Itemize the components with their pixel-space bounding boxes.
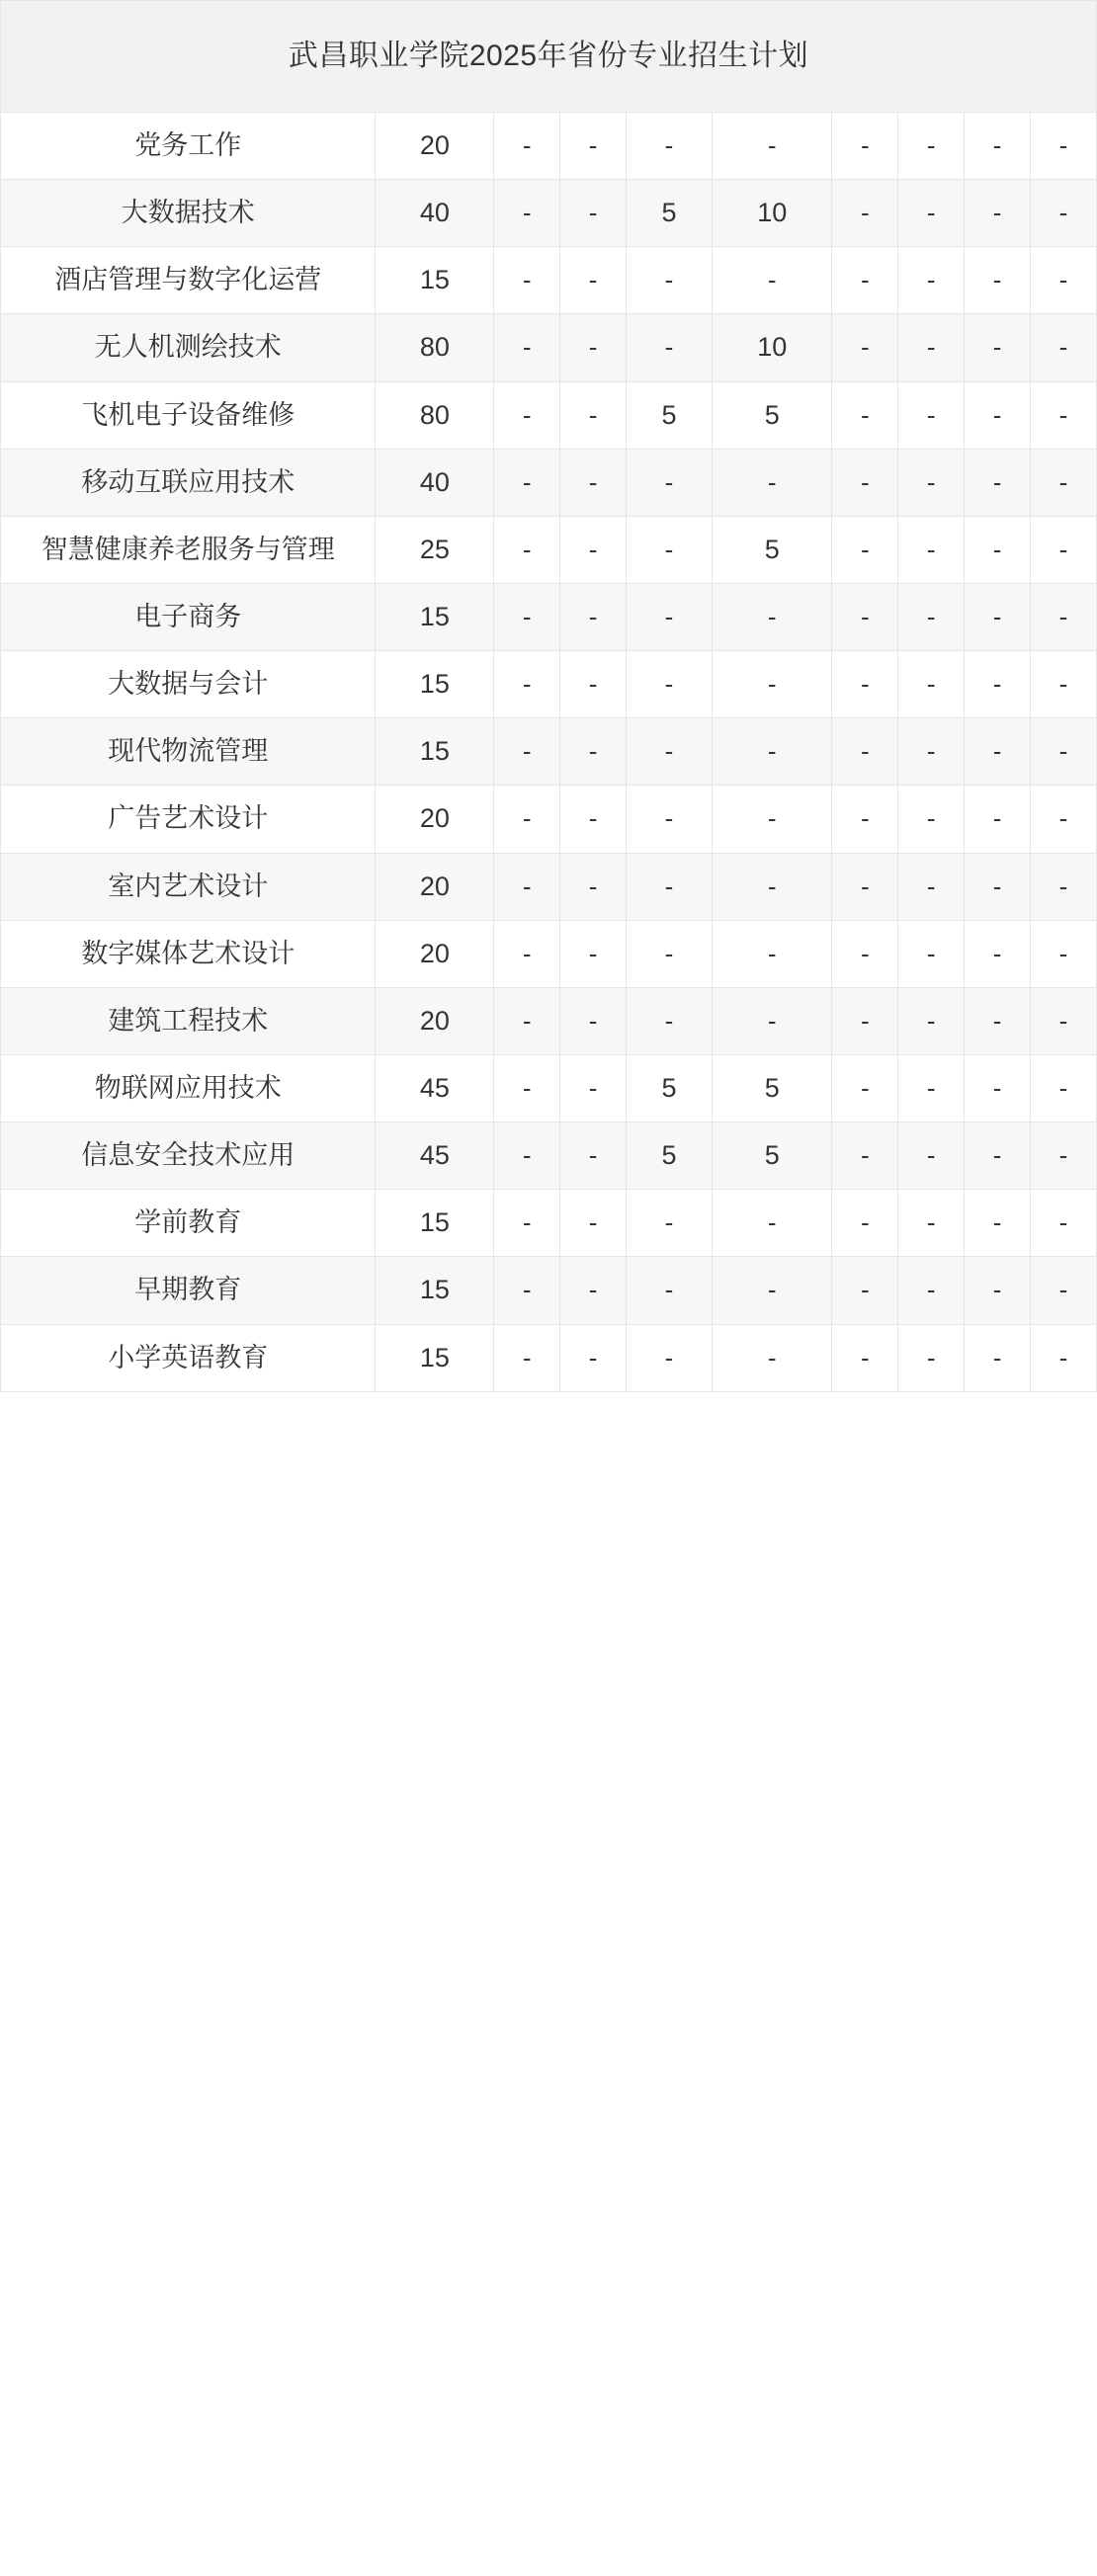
major-name-cell: 学前教育 [1,1190,376,1257]
province-plan-cell: - [626,516,712,583]
province-plan-cell: - [898,247,965,314]
province-plan-cell: 5 [626,1122,712,1190]
major-name-cell: 大数据技术 [1,180,376,247]
province-plan-cell: - [898,180,965,247]
province-plan-cell: - [560,853,627,920]
province-plan-cell: - [560,516,627,583]
province-plan-cell: - [494,987,560,1054]
province-plan-cell: - [1030,180,1096,247]
major-name-cell: 电子商务 [1,583,376,650]
province-plan-cell: - [832,920,898,987]
province-plan-cell: - [560,651,627,718]
province-plan-cell: - [494,1324,560,1391]
province-plan-cell: - [494,583,560,650]
province-plan-cell: - [898,583,965,650]
total-plan-cell: 20 [376,853,494,920]
province-plan-cell: - [832,1122,898,1190]
province-plan-cell: 5 [626,180,712,247]
province-plan-cell: - [626,987,712,1054]
province-plan-cell: - [965,651,1031,718]
province-plan-cell: - [965,1054,1031,1122]
table-body [1,113,1097,1392]
province-plan-cell: - [898,718,965,786]
province-plan-cell: - [713,1324,832,1391]
province-plan-cell: - [713,718,832,786]
province-plan-cell: - [832,651,898,718]
table-title-row [1,1,1097,113]
province-plan-cell: - [626,853,712,920]
province-plan-cell: - [494,1190,560,1257]
province-plan-cell: - [560,1054,627,1122]
province-plan-cell: - [494,1054,560,1122]
major-name-cell: 移动互联应用技术 [1,449,376,516]
province-plan-cell: - [626,786,712,853]
province-plan-cell: - [832,516,898,583]
table-row [1,651,1097,718]
province-plan-cell: - [1030,516,1096,583]
table-row [1,1257,1097,1324]
total-plan-cell: 15 [376,1324,494,1391]
province-plan-cell: - [626,920,712,987]
table-row [1,786,1097,853]
table-row [1,718,1097,786]
province-plan-cell: - [965,516,1031,583]
province-plan-cell: - [560,449,627,516]
total-plan-cell: 25 [376,516,494,583]
province-plan-cell: - [898,1054,965,1122]
province-plan-cell: - [626,718,712,786]
province-plan-cell: - [560,381,627,449]
province-plan-cell: - [626,113,712,180]
total-plan-cell: 80 [376,381,494,449]
province-plan-cell: - [898,449,965,516]
province-plan-cell: - [713,987,832,1054]
province-plan-cell: - [494,718,560,786]
major-name-cell: 小学英语教育 [1,1324,376,1391]
province-plan-cell: - [494,651,560,718]
province-plan-cell: - [1030,920,1096,987]
table-row [1,1324,1097,1391]
province-plan-cell: - [898,987,965,1054]
table-row [1,449,1097,516]
province-plan-cell: - [1030,314,1096,381]
province-plan-cell: - [626,583,712,650]
table-row [1,1054,1097,1122]
province-plan-cell: - [832,381,898,449]
province-plan-cell: - [560,583,627,650]
total-plan-cell: 40 [376,449,494,516]
province-plan-cell: - [965,1190,1031,1257]
province-plan-cell: - [494,113,560,180]
province-plan-cell: - [1030,583,1096,650]
province-plan-cell: - [1030,449,1096,516]
table-row [1,113,1097,180]
total-plan-cell: 15 [376,1190,494,1257]
province-plan-cell: - [713,113,832,180]
province-plan-cell: - [898,1257,965,1324]
province-plan-cell: - [494,180,560,247]
province-plan-cell: - [560,113,627,180]
table-row [1,1122,1097,1190]
province-plan-cell: - [626,314,712,381]
province-plan-cell: - [1030,381,1096,449]
province-plan-cell: - [898,786,965,853]
major-name-cell: 建筑工程技术 [1,987,376,1054]
major-name-cell: 无人机测绘技术 [1,314,376,381]
province-plan-cell: 5 [626,381,712,449]
province-plan-cell: 5 [713,516,832,583]
major-name-cell: 现代物流管理 [1,718,376,786]
total-plan-cell: 20 [376,113,494,180]
total-plan-cell: 15 [376,1257,494,1324]
province-plan-cell: - [898,113,965,180]
province-plan-cell: - [898,381,965,449]
province-plan-cell: - [965,381,1031,449]
province-plan-cell: - [1030,247,1096,314]
table-row [1,516,1097,583]
province-plan-cell: 5 [626,1054,712,1122]
province-plan-cell: - [832,583,898,650]
province-plan-cell: - [898,651,965,718]
province-plan-cell: - [898,314,965,381]
province-plan-cell: 5 [713,1054,832,1122]
province-plan-cell: - [713,1190,832,1257]
total-plan-cell: 40 [376,180,494,247]
province-plan-cell: - [1030,987,1096,1054]
province-plan-cell: - [713,920,832,987]
province-plan-cell: - [832,247,898,314]
province-plan-cell: - [898,853,965,920]
major-name-cell: 物联网应用技术 [1,1054,376,1122]
province-plan-cell: - [560,718,627,786]
province-plan-cell: - [832,1054,898,1122]
province-plan-cell: - [1030,113,1096,180]
province-plan-cell: - [965,853,1031,920]
total-plan-cell: 20 [376,920,494,987]
province-plan-cell: - [713,247,832,314]
province-plan-cell: - [898,516,965,583]
province-plan-cell: - [1030,786,1096,853]
province-plan-cell: - [898,1190,965,1257]
province-plan-cell: - [494,449,560,516]
province-plan-cell: - [832,786,898,853]
province-plan-cell: - [626,1324,712,1391]
province-plan-cell: 10 [713,180,832,247]
province-plan-cell: - [832,718,898,786]
major-name-cell: 智慧健康养老服务与管理 [1,516,376,583]
province-plan-cell: - [713,449,832,516]
total-plan-cell: 20 [376,786,494,853]
total-plan-cell: 80 [376,314,494,381]
province-plan-cell: - [560,1190,627,1257]
province-plan-cell: - [494,1257,560,1324]
province-plan-cell: - [560,314,627,381]
province-plan-cell: - [560,247,627,314]
major-name-cell: 广告艺术设计 [1,786,376,853]
province-plan-cell: - [965,786,1031,853]
province-plan-cell: - [560,987,627,1054]
table-row [1,583,1097,650]
province-plan-cell: - [965,1122,1031,1190]
province-plan-cell: - [898,1324,965,1391]
table-row [1,381,1097,449]
table-row [1,920,1097,987]
total-plan-cell: 15 [376,583,494,650]
province-plan-cell: - [832,853,898,920]
province-plan-cell: - [494,853,560,920]
province-plan-cell: - [965,718,1031,786]
province-plan-cell: - [965,449,1031,516]
province-plan-cell: - [832,1190,898,1257]
province-plan-cell: - [1030,1122,1096,1190]
province-plan-cell: - [713,651,832,718]
major-name-cell: 数字媒体艺术设计 [1,920,376,987]
province-plan-cell: - [965,180,1031,247]
province-plan-cell: - [1030,1257,1096,1324]
province-plan-cell: - [494,786,560,853]
table-row [1,1190,1097,1257]
province-plan-cell: - [832,449,898,516]
province-plan-cell: - [626,449,712,516]
province-plan-cell: - [713,853,832,920]
total-plan-cell: 20 [376,987,494,1054]
province-plan-cell: 5 [713,381,832,449]
total-plan-cell: 15 [376,651,494,718]
province-plan-cell: - [832,987,898,1054]
major-name-cell: 党务工作 [1,113,376,180]
province-plan-cell: - [832,180,898,247]
province-plan-cell: - [560,920,627,987]
province-plan-cell: - [713,1257,832,1324]
province-plan-cell: - [1030,853,1096,920]
province-plan-cell: - [713,583,832,650]
province-plan-cell: - [898,1122,965,1190]
total-plan-cell: 45 [376,1122,494,1190]
province-plan-cell: - [560,786,627,853]
table-row [1,247,1097,314]
province-plan-cell: - [965,314,1031,381]
major-name-cell: 大数据与会计 [1,651,376,718]
province-plan-cell: - [626,247,712,314]
province-plan-cell: - [1030,651,1096,718]
page-title: 武昌职业学院2025年省份专业招生计划 [1,1,1097,113]
total-plan-cell: 15 [376,718,494,786]
province-plan-cell: - [560,1324,627,1391]
province-plan-cell: - [494,381,560,449]
province-plan-cell: - [560,1122,627,1190]
major-name-cell: 酒店管理与数字化运营 [1,247,376,314]
province-plan-cell: - [560,180,627,247]
province-plan-cell: - [494,516,560,583]
province-plan-cell: - [626,1257,712,1324]
major-name-cell: 飞机电子设备维修 [1,381,376,449]
table-row [1,987,1097,1054]
province-plan-cell: 10 [713,314,832,381]
province-plan-cell: - [560,1257,627,1324]
province-plan-cell: - [965,920,1031,987]
province-plan-cell: - [494,920,560,987]
table-row [1,314,1097,381]
province-plan-cell: - [832,113,898,180]
province-plan-cell: - [1030,718,1096,786]
province-plan-cell: - [965,987,1031,1054]
province-plan-cell: - [965,1257,1031,1324]
province-plan-cell: - [965,583,1031,650]
province-plan-cell: - [1030,1190,1096,1257]
province-plan-cell: - [832,1257,898,1324]
table-row [1,853,1097,920]
province-plan-cell: - [832,314,898,381]
major-name-cell: 早期教育 [1,1257,376,1324]
province-plan-cell: - [965,113,1031,180]
province-plan-cell: - [626,1190,712,1257]
province-plan-cell: - [626,651,712,718]
province-plan-cell: - [898,920,965,987]
province-plan-cell: - [494,1122,560,1190]
province-plan-cell: - [713,786,832,853]
province-plan-cell: - [494,247,560,314]
province-plan-cell: - [832,1324,898,1391]
province-plan-cell: - [1030,1324,1096,1391]
province-plan-cell: - [965,247,1031,314]
province-plan-cell: - [965,1324,1031,1391]
table-row [1,180,1097,247]
province-plan-cell: 5 [713,1122,832,1190]
major-name-cell: 信息安全技术应用 [1,1122,376,1190]
total-plan-cell: 15 [376,247,494,314]
province-plan-cell: - [494,314,560,381]
major-name-cell: 室内艺术设计 [1,853,376,920]
total-plan-cell: 45 [376,1054,494,1122]
province-plan-cell: - [1030,1054,1096,1122]
